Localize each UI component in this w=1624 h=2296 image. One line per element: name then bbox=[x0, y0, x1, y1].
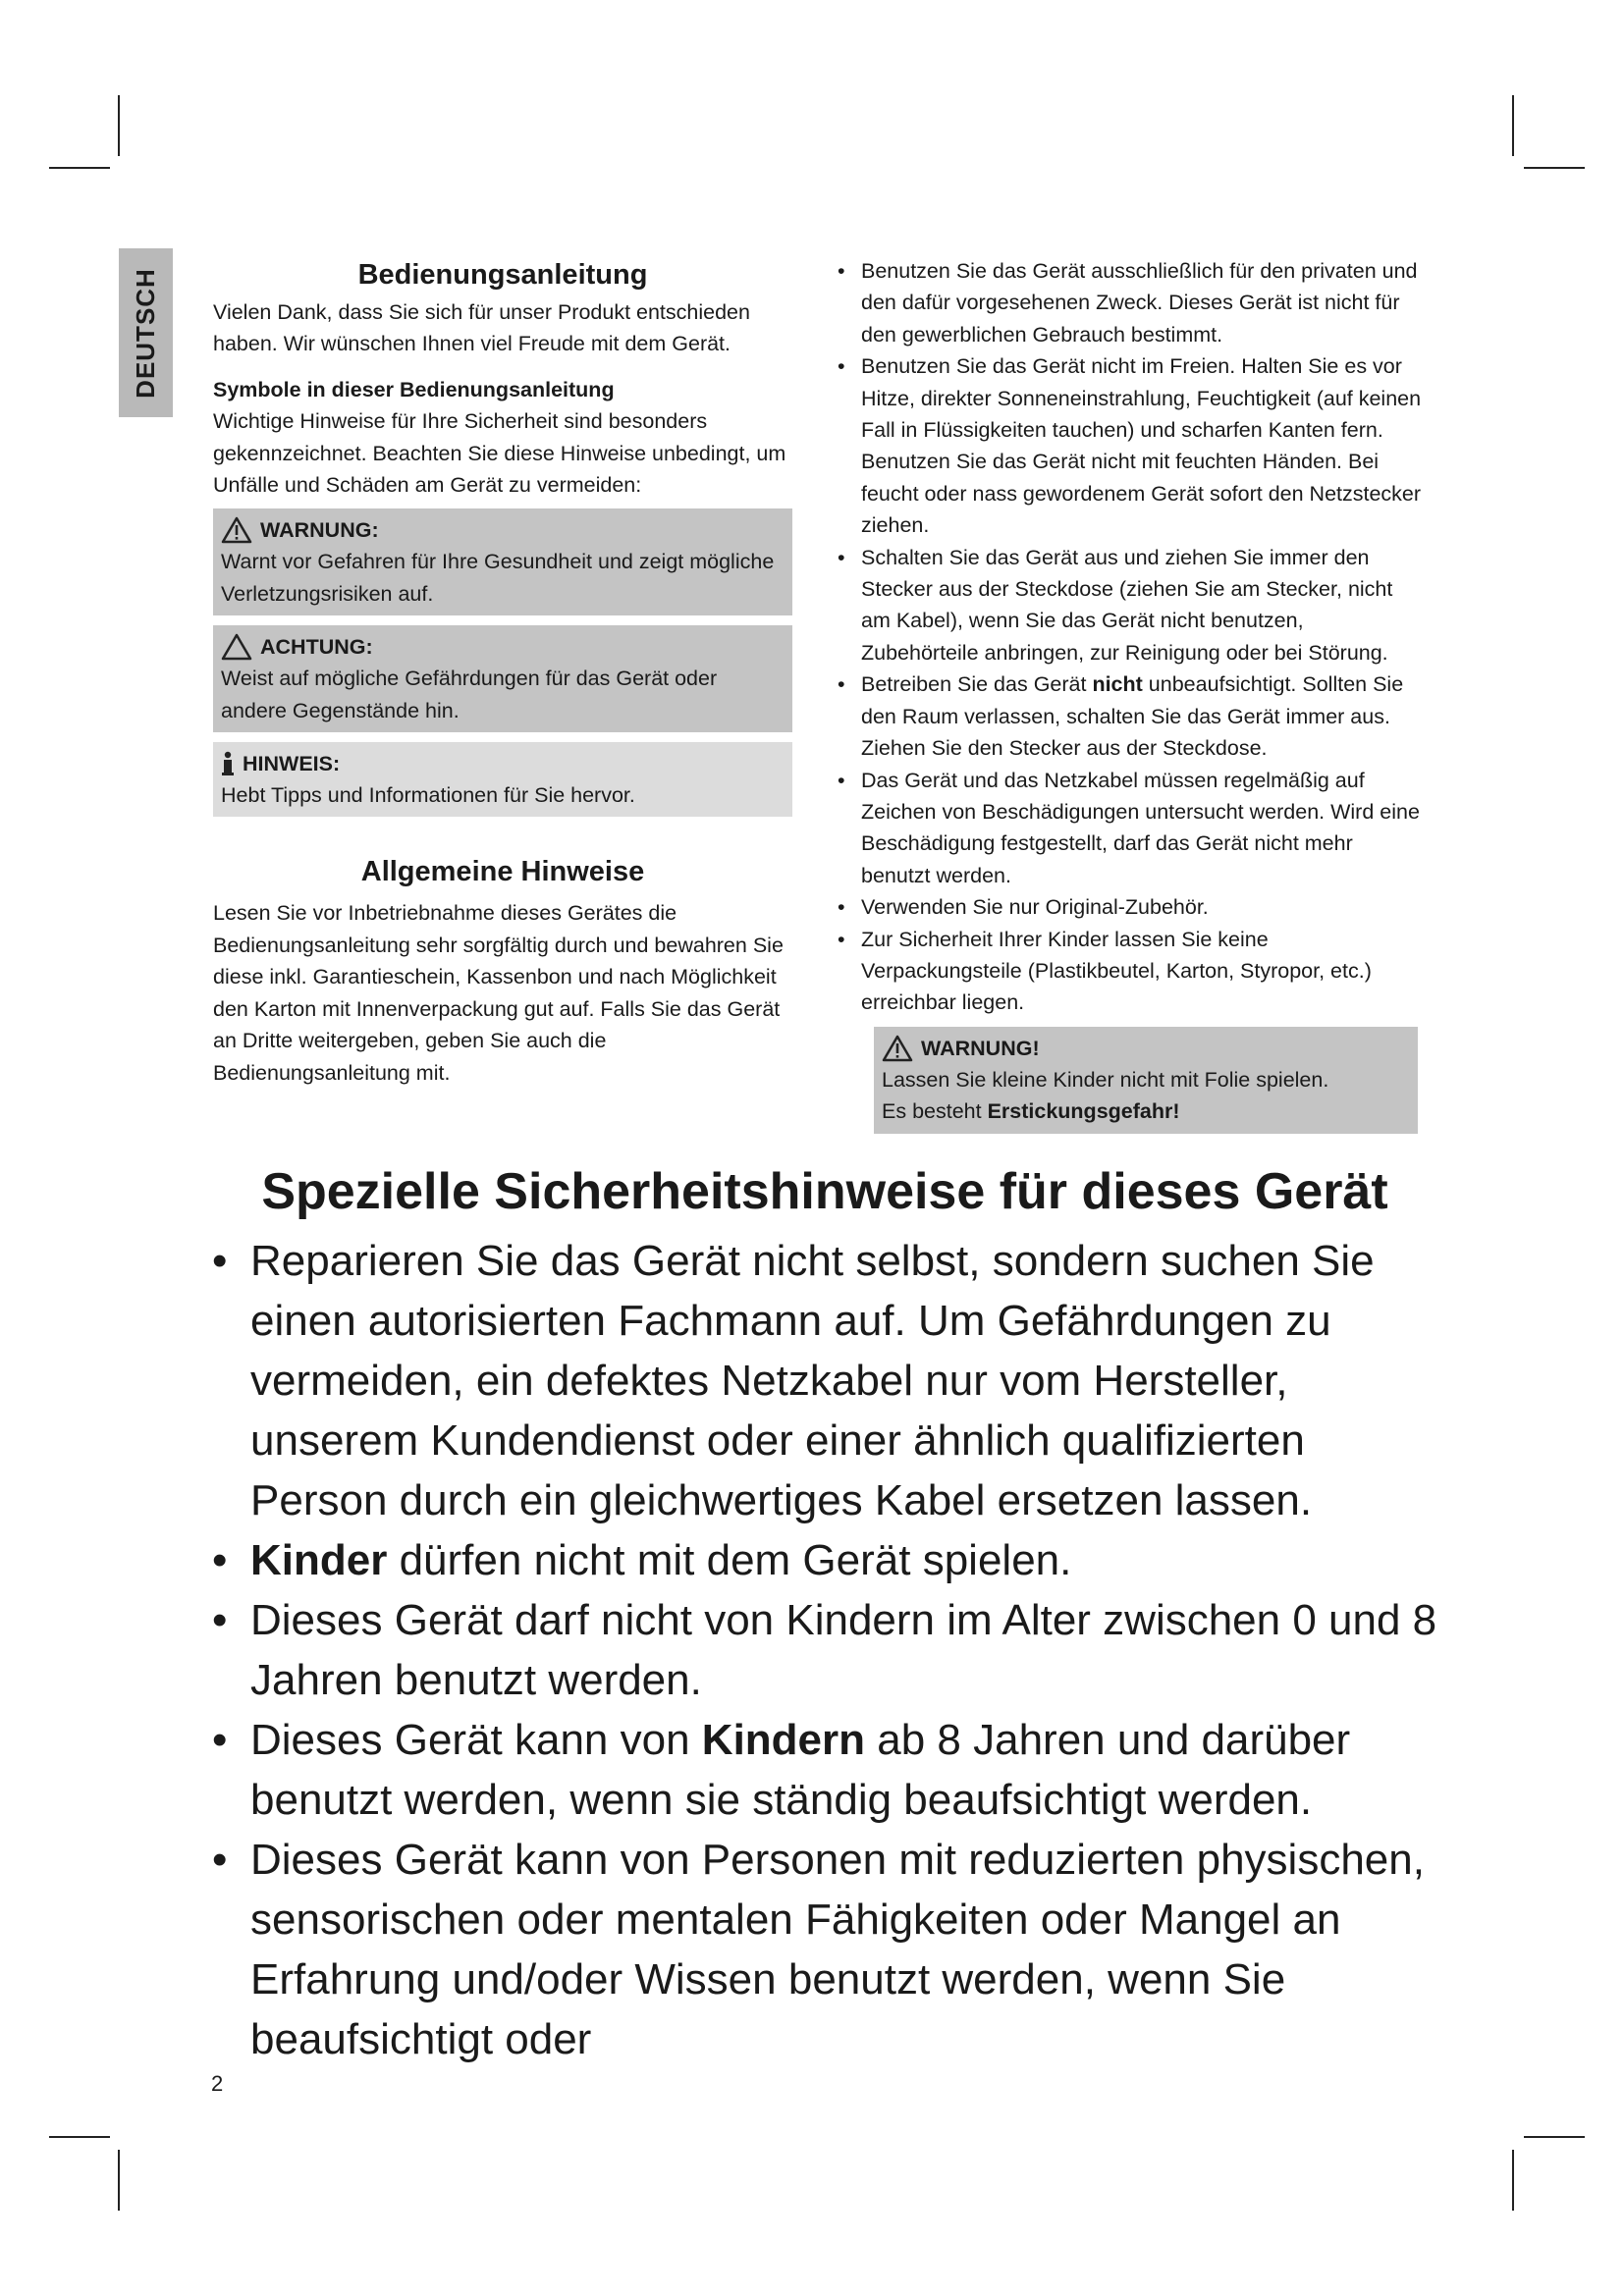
suffocation-warning-head bbox=[882, 1033, 1410, 1064]
list-item bbox=[835, 668, 1424, 764]
caution-text: Weist auf mögliche Gefährdungen für das Gerät oder andere Gegenstände hin. bbox=[221, 667, 718, 722]
suffocation-warning-title: WARNUNG! bbox=[921, 1036, 1040, 1060]
list-item bbox=[835, 542, 1424, 669]
special-safety-section bbox=[206, 1156, 1443, 2069]
warning-title: WARNUNG: bbox=[260, 518, 379, 543]
symbols-heading: Symbole in dieser Bedienungsanleitung bbox=[213, 377, 615, 401]
list-item-text-post: ab 8 Jahren und darüber benutzt werden, wenn sie ständig beaufsichtigt werden. bbox=[250, 1716, 1351, 1824]
list-item bbox=[835, 891, 1424, 923]
crop-mark-tr-h bbox=[1524, 167, 1585, 169]
list-item bbox=[835, 924, 1424, 1019]
list-item-text: Reparieren Sie das Gerät nicht selbst, sondern suchen Sie einen autorisierten Fachmann auf. Um Gefährdungen zu vermeiden, ein defektes Netzkabel nur vom Hersteller, unserem Kundendienst oder einer ähnlich qualifizierten Person durch ein gleichwertiges Kabel ersetzen lassen. bbox=[250, 1237, 1375, 1524]
special-safety-list bbox=[206, 1231, 1443, 2069]
list-item bbox=[206, 1530, 1443, 1590]
warning-triangle-icon bbox=[221, 516, 252, 544]
special-safety-title: Spezielle Sicherheitshinweise für dieses Gerät bbox=[261, 1163, 1388, 1220]
crop-mark-bl-v bbox=[118, 2150, 120, 2211]
manual-title: Bedienungsanleitung bbox=[357, 259, 648, 291]
list-item-text: Das Gerät und das Netzkabel müssen regelmäßig auf Zeichen von Beschädigungen untersucht werden. Wird eine Beschädigung festgestellt, darf das Gerät nicht mehr benutzt werden. bbox=[861, 768, 1420, 887]
list-item bbox=[835, 350, 1424, 541]
list-item bbox=[206, 1231, 1443, 1530]
crop-mark-tl-v bbox=[118, 95, 120, 156]
info-icon bbox=[221, 750, 235, 777]
list-item-text-post: unbeaufsichtigt. Sollten Sie den Raum verlassen, schalten Sie das Gerät immer aus. Ziehen Sie den Stecker aus der Steckdose. bbox=[861, 672, 1404, 761]
list-item bbox=[206, 1590, 1443, 1710]
intro-text: Vielen Dank, dass Sie sich für unser Produkt entschieden haben. Wir wünschen Ihnen viel Freude mit dem Gerät. bbox=[213, 300, 750, 356]
crop-mark-br-h bbox=[1524, 2136, 1585, 2138]
crop-mark-bl-h bbox=[49, 2136, 110, 2138]
safety-list bbox=[835, 255, 1424, 1019]
general-title: Allgemeine Hinweise bbox=[360, 856, 645, 888]
list-item bbox=[206, 1830, 1443, 2069]
suffocation-warning-box bbox=[874, 1027, 1418, 1134]
page-number: 2 bbox=[211, 2071, 224, 2096]
warning-triangle-icon bbox=[882, 1035, 913, 1062]
caution-box bbox=[213, 625, 792, 732]
suffocation-warning-line2-bold: Erstickungsgefahr! bbox=[987, 1099, 1180, 1124]
warning-box bbox=[213, 508, 792, 615]
warning-text: Warnt vor Gefahren für Ihre Gesundheit und zeigt mögliche Verletzungsrisiken auf. bbox=[221, 550, 775, 606]
suffocation-warning-line2 bbox=[882, 1095, 1410, 1127]
list-item-text: Schalten Sie das Gerät aus und ziehen Sie immer den Stecker aus der Steckdose (ziehen Sie am Stecker, nicht am Kabel), wenn Sie das Gerät nicht benutzen, Zubehörteile anbringen, zur Reinigung oder bei Störung. bbox=[861, 545, 1393, 665]
list-item bbox=[206, 1710, 1443, 1830]
note-box bbox=[213, 742, 792, 817]
language-tab-label: DEUTSCH bbox=[131, 267, 161, 399]
crop-mark-tl-h bbox=[49, 167, 110, 169]
language-tab bbox=[119, 248, 173, 417]
suffocation-warning-line2-pre: Es besteht bbox=[882, 1099, 988, 1124]
note-text: Hebt Tipps und Informationen für Sie hervor. bbox=[221, 783, 635, 808]
list-item-text: Dieses Gerät kann von Personen mit reduzierten physischen, sensorischen oder mentalen Fähigkeiten oder Mangel an Erfahrung und/oder Wissen benutzt werden, wenn Sie beaufsichtigt oder bbox=[250, 1836, 1425, 2063]
list-item-text: Verwenden Sie nur Original-Zubehör. bbox=[861, 895, 1209, 920]
caution-title: ACHTUNG: bbox=[260, 635, 373, 660]
warning-box-head bbox=[221, 514, 785, 546]
list-item-text-post: dürfen nicht mit dem Gerät spielen. bbox=[387, 1536, 1072, 1584]
general-text: Lesen Sie vor Inbetriebnahme dieses Gerätes die Bedienungsanleitung sehr sorgfältig durch und bewahren Sie diese inkl. Garantieschein, Kassenbon und nach Möglichkeit den Karton mit Innenverpackung gut auf. Falls Sie das Gerät an Dritte weitergeben, geben Sie auch die Bedienungsanleitung mit. bbox=[213, 901, 784, 1085]
list-item-text: Zur Sicherheit Ihrer Kinder lassen Sie keine Verpackungsteile (Plastikbeutel, Karton, Styropor, etc.) erreichbar liegen. bbox=[861, 927, 1372, 1015]
crop-mark-tr-v bbox=[1512, 95, 1514, 156]
list-item-text: Benutzen Sie das Gerät ausschließlich für den privaten und den dafür vorgesehenen Zweck. Dieses Gerät ist nicht für den gewerblichen Gebrauch bestimmt. bbox=[861, 259, 1418, 347]
list-item-text-bold: nicht bbox=[1092, 672, 1143, 697]
caution-triangle-icon bbox=[221, 633, 252, 661]
note-box-head bbox=[221, 748, 785, 779]
list-item bbox=[835, 765, 1424, 892]
list-item-text: Dieses Gerät darf nicht von Kindern im Alter zwischen 0 und 8 Jahren benutzt werden. bbox=[250, 1596, 1437, 1704]
list-item-text-bold: Kindern bbox=[701, 1716, 866, 1764]
caution-box-head bbox=[221, 631, 785, 663]
right-column bbox=[835, 255, 1424, 1134]
list-item-text-pre: Betreiben Sie das Gerät bbox=[861, 672, 1093, 697]
list-item-text-bold: Kinder bbox=[250, 1536, 388, 1584]
left-column bbox=[213, 255, 792, 1089]
list-item-text-pre: Dieses Gerät kann von bbox=[250, 1716, 702, 1764]
list-item bbox=[835, 255, 1424, 350]
crop-mark-br-v bbox=[1512, 2150, 1514, 2211]
symbols-text: Wichtige Hinweise für Ihre Sicherheit sind besonders gekennzeichnet. Beachten Sie diese Hinweise unbedingt, um Unfälle und Schäden am Gerät zu vermeiden: bbox=[213, 409, 786, 498]
note-title: HINWEIS: bbox=[243, 752, 341, 776]
suffocation-warning-line1: Lassen Sie kleine Kinder nicht mit Folie spielen. bbox=[882, 1067, 1329, 1092]
list-item-text: Benutzen Sie das Gerät nicht im Freien. Halten Sie es vor Hitze, direkter Sonneneinstrahlung, Feuchtigkeit (auf keinen Fall in Flüssigkeiten tauchen) und scharfen Kanten fern. Benutzen Sie das Gerät nicht mit feuchten Händen. Bei feucht oder nass gewordenem Gerät sofort den Netzstecker ziehen. bbox=[861, 354, 1422, 538]
